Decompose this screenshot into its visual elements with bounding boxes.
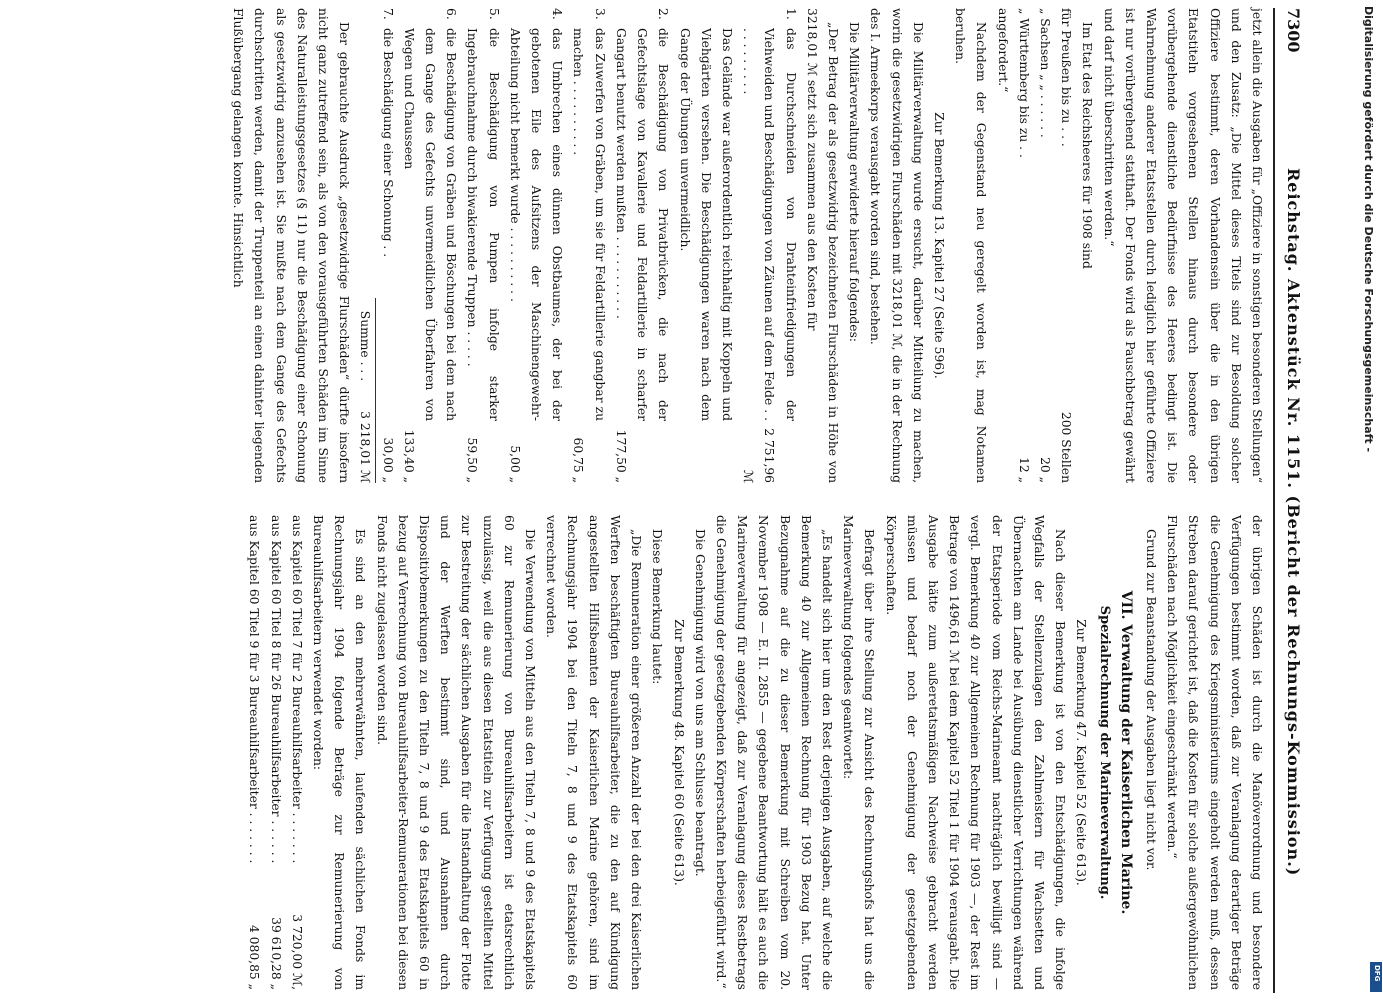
paragraph: „Der Betrag der als gesetzwidrig bezeichneten Flurschäden in Höhe von 3218,01 ℳ setzt sich zusammen aus den Kosten für — [804, 8, 840, 483]
paragraph: „Die Remuneration einer größeren Anzahl der bei den drei Kaiserlichen Werften beschäftigten Bureauhilfsarbeiter, die zu den auf Kündigung angestellten Hilfsbeamten der Kaiserlichen Marine gehören, sind im Rechnungsjahr 1904 bei den Titeln 7, 8 und 9 des Etatskapitels 60 verrechnet worden. — [544, 515, 644, 990]
cost-item: 5. die Beschädigung von Pumpen infolge starker Ingebrauchnahme durch biwakierende Truppen . . . . . 59,50 „ — [465, 8, 501, 483]
sum-value: 3 218,01 ℳ — [358, 411, 373, 483]
payment-row: aus Kapitel 60 Titel 8 für 26 Bureauhilfsarbeiter . . . . . . 39 610,28 „ — [268, 515, 283, 990]
paragraph: Die Militärverwaltung wurde ersucht, darüber Mitteilung zu machen, worin die gesetzwidrigen Flurschäden mit 3218,01 ℳ, die in der Rechnung des I. Armeekorps verausgabt worden sind, bestehen. — [868, 8, 925, 483]
paragraph: Die Verwendung von Mitteln aus den Titeln 7, 8 und 9 des Etatskapitels 60 zur Remunerierung von Bureauhilfsarbeitern ist etatsrechtlich unzulässig, weil die aus diesen Etatstiteln zur Verfügung gestellten Mittel zur Bestreitung der sächlichen Ausgaben für die Instandhaltung der Flotte und der Werften bestimmt sind, und Ausnahmen durch Dispositivbemerkungen zu den Titeln 7, 8 und 9 des Etatskapitels 60 in bezug auf Verrechnung von Bureauhilfsarbeiter-Remunerationen bei diesen Fonds nicht zugelassen worden sind. — [374, 515, 538, 990]
dfg-logo-text: DFG — [1373, 965, 1381, 982]
paragraph: Die Militärverwaltung erwiderte hierauf folgendes: — [847, 22, 862, 343]
paragraph: Im Etat des Reichsheeres für 1908 sind — [1080, 22, 1095, 269]
paragraph: Der gebrauchte Ausdruck „gesetzwidrige Flurschäden“ dürfte insofern nicht ganz zutreffend sein, als von den vorausgeführten Schäden im Sinne des Naturalleistungsgesetzes (§ 11) nur die Beschädigung einer Schonung als gesetzwidrig anzusehen ist. Sie mußte nach dem Gange des Gefechts durchschritten werden, damit der Truppenteil an einen dahinter liegenden Flußübergang gelangen konnte. Hinsichtlich — [231, 8, 352, 483]
left-column — [7, 8, 1267, 483]
paragraph: jetzt allein die Ausgaben für „Offiziere in sonstigen besonderen Stellungen“ und den Zusatz: „Die Mittel dieses Titels sind zur Besoldung solcher Offiziere bestimmt, deren Vorhandensein über die in den übrigen Etatstiteln vorgesehenen Stellen hinaus durch besondere oder vorübergehende dienstliche Bedürfnisse des Heeres bedingt ist. Die Wahrnehmung anderer Etatsstellen durch lediglich hier geführte Offiziere ist nur vorübergehend statthaft. Der Fonds wird als Pauschbetrag gewährt und darf nicht überschritten werden.“ — [1101, 8, 1264, 483]
cost-item-note: Das Gelände war außerordentlich reichhaltig mit Koppeln und Viehgärten versehen. Die Beschädigungen waren nach dem Gange der Übungen unvermeidlich. — [677, 28, 734, 421]
payment-row: aus Kapitel 60 Titel 7 für 2 Bureauhilfsarbeiter . . . . . . . 3 720,00 ℳ, — [289, 515, 304, 990]
troop-row: für Preußen bis zu . . . 200 Stellen — [1059, 8, 1074, 483]
paragraph: Befragt über ihre Stellung zur Ansicht des Rechnungshofs hat uns die Marineverwaltung folgendes geantwortet: — [841, 515, 877, 990]
section-heading: Zur Bemerkung 47. Kapitel 52 (Seite 613). — [1074, 619, 1089, 886]
cost-item: 4. das Umbrechen eines dünnen Obstbaumes, der bei der gebotenen Eile des Aufsitzens der Maschinengewehr-Abteilung nicht bemerkt wurde . . . . . . . . . . 5,00 „ — [507, 8, 565, 483]
right-column — [7, 515, 1267, 990]
cost-item: 2. die Beschädigung von Privatbrücken, die nach der Gefechtslage von Kavallerie und Feldartillerie in scharfer Gangart benutzt werden mußten . . . . . . . . . . . 177,50 „ — [613, 8, 671, 483]
subsection-title: Spezialrechnung der Marineverwaltung. — [1096, 605, 1112, 900]
sum-row — [354, 298, 376, 483]
paragraph: Die Genehmigung wird von uns am Schlusse beantragt. — [692, 529, 707, 877]
paragraph: Diese Bemerkung lautet: — [650, 529, 665, 685]
paragraph: der übrigen Schäden ist durch die Manöverordnung und besondere Verfügungen bestimmt worden, daß zur Veranlagung derartiger Beträge die Genehmigung des Kriegsministeriums eingeholt werden muß, dessen Streben darauf gerichtet ist, daß die Kosten für solche außergewöhnlichen Flurschäden nach Möglichkeit eingeschränkt werden.“ — [1165, 515, 1264, 990]
cost-item: 6. die Beschädigung von Gräben und Böschungen bei dem nach dem Gange des Gefechts unvermeidlichen Überfahren von Wegen und Chausseen 133,40 „ — [401, 8, 459, 483]
cost-item: 7. die Beschädigung einer Schonung . . 30,00 „ — [380, 8, 395, 483]
cost-item: 3. das Zuwerfen von Gräben, um sie für Feldartillerie gangbar zu machen . . . . . . . . . . 60,75 „ — [571, 8, 607, 483]
paragraph: Nach dieser Bemerkung ist von den Entschädigungen, die infolge Wegfalls der Stellenzulagen den Zahlmeistern für Wachsetten und Übernachten am Lande bei Ausübung dienstlicher Verrichtungen während der Etatsperiode vom Reichs-Marineamt nachträglich bewilligt sind — vergl. Bemerkung 40 zur Allgemeinen Rechnung für 1903 —, der Rest im Betrage von 1496,61 ℳ bei dem Kapitel 52 Titel 1 für 1904 verausgabt. Die Ausgabe hätte zum außeretatsmäßigen Nachweise gebracht werden müssen und bedarf noch der Genehmigung der gesetzgebenden Körperschaften. — [883, 515, 1068, 990]
funding-note-text: Digitalisierung gefördert durch die Deutsche Forschungsgemeinschaft - — [1362, 6, 1375, 453]
page-title: Reichstag. Aktenstück Nr. 1151. (Bericht der Rechnungs-Kommission.) — [1284, 168, 1303, 877]
section-heading: Zur Bemerkung 48. Kapitel 60 (Seite 613). — [671, 619, 686, 886]
paragraph: angefordert.“ — [995, 8, 1010, 93]
page-number: 7300 — [1284, 8, 1303, 53]
troop-row: „ Sachsen „ „ . . . . . . 20 „ — [1037, 8, 1052, 483]
paragraph: Grund zur Beanstandung der Ausgaben liegt nicht vor. — [1143, 529, 1158, 871]
troop-row: „ Württemberg bis zu . . 12 „ — [1016, 8, 1031, 483]
dfg-logo — [1370, 962, 1382, 992]
paragraph: Es sind an den mehrerwähnten, laufenden sächlichen Fonds im Rechnungsjahr 1904 folgende Beträge zur Remunerierung von Bureauhilfsarbeitern verwendet worden: — [311, 515, 368, 990]
page-header — [1273, 8, 1305, 993]
funding-note — [1347, 0, 1383, 1000]
paragraph: Nachdem der Gegenstand neu geregelt worden ist, mag Notamen beruhen. — [953, 8, 989, 483]
payment-row: aus Kapitel 60 Titel 9 für 3 Bureauhilfsarbeiter . . . . . . . 4 080,85 „ — [247, 515, 262, 990]
cost-item: 1. das Durchschneiden von Drahteinfriedigungen der Viehweiden und Beschädigungen von Zäunen auf dem Felde . . . . . . . . . . . 2 751,96 ℳ — [741, 8, 798, 483]
section-heading: Zur Bemerkung 13. Kapitel 27 (Seite 596). — [931, 112, 946, 379]
sum-label: Summe . . . — [358, 310, 373, 382]
paragraph: „Es handelt sich hier um den Rest derjenigen Ausgaben, auf welche die Bemerkung 40 zur Allgemeinen Rechnung für 1903 Bezug hat. Unter Bezugnahme auf die zu dieser Bemerkung mit Schreiben vom 20. November 1908 — E. II. 2855 — gegebene Beantwortung hält es auch die Marineverwaltung für angezeigt, daß zur Veranlagung dieses Restbetrags die Genehmigung der gesetzgebenden Körperschaften herbeigeführt wird.“ — [713, 515, 834, 990]
section-title: VII. Verwaltung der Kaiserlichen Marine. — [1117, 590, 1134, 915]
